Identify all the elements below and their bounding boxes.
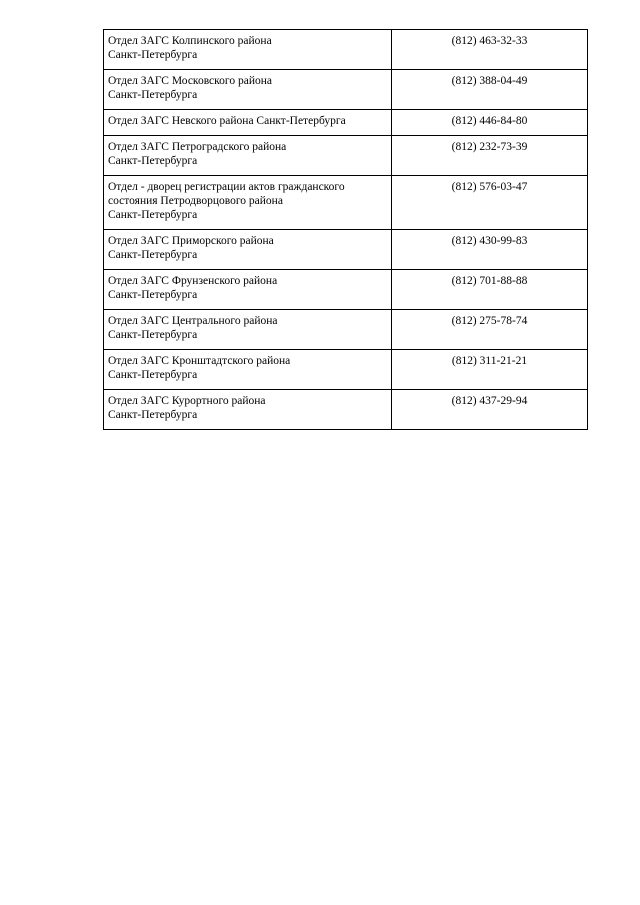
phone-cell: (812) 576-03-47 (392, 176, 588, 230)
registry-office-table (103, 29, 588, 430)
office-name-cell: Отдел ЗАГС Центрального района Санкт-Петербурга (104, 310, 392, 350)
table-row (104, 30, 588, 70)
phone-cell: (812) 430-99-83 (392, 230, 588, 270)
table-row (104, 230, 588, 270)
office-name-cell: Отдел ЗАГС Курортного района Санкт-Петербурга (104, 390, 392, 430)
phone-cell: (812) 437-29-94 (392, 390, 588, 430)
phone-cell: (812) 232-73-39 (392, 136, 588, 176)
table-row (104, 390, 588, 430)
table-row (104, 176, 588, 230)
table-row (104, 136, 588, 176)
office-name-cell: Отдел - дворец регистрации актов гражданского состояния Петродворцового района Санкт-Петербурга (104, 176, 392, 230)
phone-cell: (812) 463-32-33 (392, 30, 588, 70)
table-row (104, 310, 588, 350)
office-name-cell: Отдел ЗАГС Московского района Санкт-Петербурга (104, 70, 392, 110)
office-name-cell: Отдел ЗАГС Кронштадтского района Санкт-Петербурга (104, 350, 392, 390)
phone-cell: (812) 275-78-74 (392, 310, 588, 350)
phone-cell: (812) 311-21-21 (392, 350, 588, 390)
table-row (104, 70, 588, 110)
office-name-cell: Отдел ЗАГС Колпинского района Санкт-Петербурга (104, 30, 392, 70)
office-name-cell: Отдел ЗАГС Невского района Санкт-Петербурга (104, 110, 392, 136)
phone-cell: (812) 388-04-49 (392, 70, 588, 110)
office-name-cell: Отдел ЗАГС Петроградского района Санкт-Петербурга (104, 136, 392, 176)
office-name-cell: Отдел ЗАГС Приморского района Санкт-Петербурга (104, 230, 392, 270)
table-row (104, 110, 588, 136)
office-name-cell: Отдел ЗАГС Фрунзенского района Санкт-Петербурга (104, 270, 392, 310)
table-row (104, 270, 588, 310)
table-row (104, 350, 588, 390)
phone-cell: (812) 701-88-88 (392, 270, 588, 310)
phone-cell: (812) 446-84-80 (392, 110, 588, 136)
